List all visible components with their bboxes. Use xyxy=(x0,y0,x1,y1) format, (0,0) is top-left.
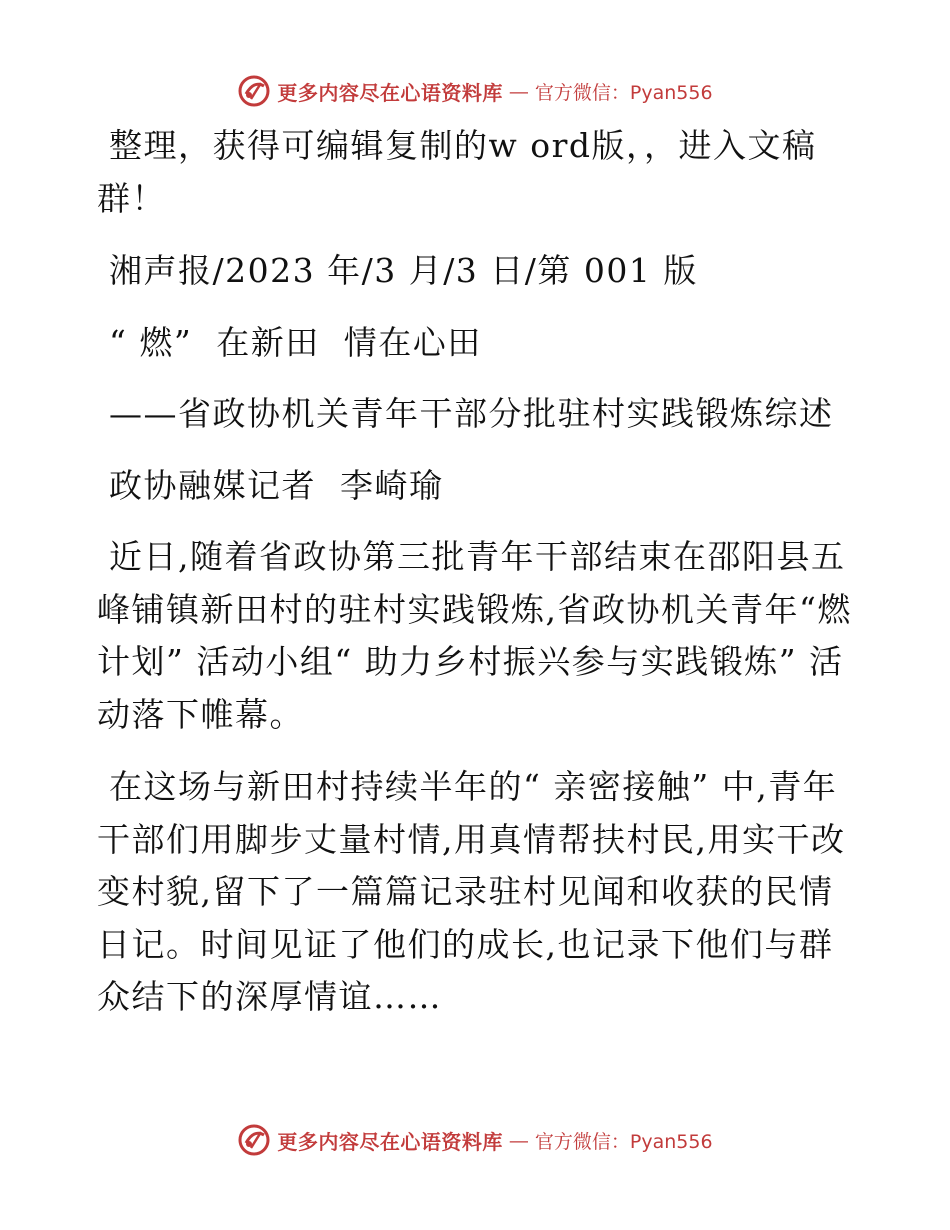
watermark-text: 更多内容尽在心语资料库 xyxy=(277,1129,503,1154)
intro-line: 整理，获得可编辑复制的w ord版，，进入文稿群！ xyxy=(97,126,817,218)
watermark-separator: — xyxy=(508,79,529,103)
watermark-contact: 官方微信：Pyan556 xyxy=(534,81,713,104)
watermark-separator: — xyxy=(508,1128,529,1152)
article-body xyxy=(97,120,857,1044)
header-watermark xyxy=(0,71,950,111)
article-subtitle: ——省政协机关青年干部分批驻村实践锻炼综述 xyxy=(97,394,834,433)
footer-watermark xyxy=(0,1120,950,1160)
article-byline: 政协融媒记者 李崎瑜 xyxy=(97,465,444,505)
watermark-contact: 官方微信：Pyan556 xyxy=(534,1130,713,1153)
article-title: “ 燃” 在新田 情在心田 xyxy=(97,322,482,362)
source-line: 湘声报/2023 年/3 月/3 日/第 001 版 xyxy=(97,251,698,290)
paragraph-1: 近日,随着省政协第三批青年干部结束在邵阳县五峰铺镇新田村的驻村实践锻炼,省政协机关青年“燃计划” 活动小组“ 助力乡村振兴参与实践锻炼” 活动落下帷幕。 xyxy=(97,537,852,734)
seal-logo-icon xyxy=(237,1123,271,1157)
paragraph-2: 在这场与新田村持续半年的“ 亲密接触” 中,青年干部们用脚步丈量村情,用真情帮扶村民,用实干改变村貌,留下了一篇篇记录驻村见闻和收获的民情日记。时间见证了他们的成长,也记录下他们与群众结下的深厚情谊…… xyxy=(97,767,846,1016)
watermark-text: 更多内容尽在心语资料库 xyxy=(277,80,503,105)
seal-logo-icon xyxy=(237,74,271,108)
